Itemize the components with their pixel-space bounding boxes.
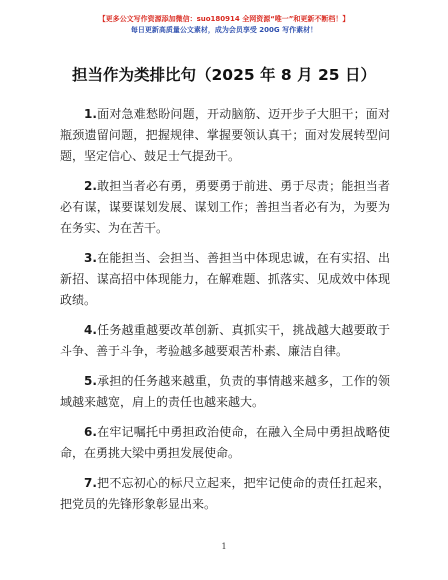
paragraph-2 bbox=[60, 176, 390, 239]
paragraph-number: 4. bbox=[84, 323, 97, 337]
paragraph-7 bbox=[60, 473, 390, 515]
paragraph-text: 面对急难愁盼问题，开动脑筋、迈开步子大胆干；面对瓶颈遗留问题，把握规律、掌握要领认真干；面对发展转型问题，坚定信心、鼓足士气提劲干。 bbox=[60, 107, 390, 163]
paragraph-number: 2. bbox=[84, 179, 97, 193]
document-title: 担当作为类排比句（2025 年 8 月 25 日） bbox=[72, 66, 376, 84]
paragraph-number: 6. bbox=[84, 425, 97, 439]
paragraph-text: 承担的任务越来越重，负责的事情越来越多，工作的领域越来越宽，肩上的责任也越来越大。 bbox=[60, 374, 390, 409]
paragraph-6 bbox=[60, 422, 390, 464]
paragraph-4 bbox=[60, 320, 390, 362]
paragraph-number: 7. bbox=[84, 476, 97, 490]
document-body bbox=[60, 104, 390, 524]
paragraph-text: 敢担当者必有勇，勇要勇于前进、勇于尽责；能担当者必有谋，谋要谋划发展、谋划工作；善担当者必有为，为要为在务实、为在苦干。 bbox=[60, 179, 390, 235]
page-number: 1 bbox=[221, 542, 227, 551]
paragraph-1 bbox=[60, 104, 390, 167]
paragraph-3 bbox=[60, 248, 390, 311]
paragraph-number: 3. bbox=[84, 251, 97, 265]
paragraph-5 bbox=[60, 371, 390, 413]
paragraph-text: 在能担当、会担当、善担当中体现忠诚，在有实招、出新招、谋高招中体现能力，在解难题、抓落实、见成效中体现政绩。 bbox=[60, 251, 390, 307]
promo-header bbox=[0, 14, 448, 36]
promo-line-wechat: 【更多公文写作资源添加微信：suo180914 全网资源“唯一”和更新不断档！】 bbox=[98, 15, 350, 23]
paragraph-number: 5. bbox=[84, 374, 97, 388]
paragraph-text: 在牢记嘱托中勇担政治使命，在融入全局中勇担战略使命，在勇挑大梁中勇担发展使命。 bbox=[60, 425, 390, 460]
paragraph-number: 1. bbox=[84, 107, 97, 121]
paragraph-text: 把不忘初心的标尺立起来，把牢记使命的责任扛起来，把党员的先锋形象彰显出来。 bbox=[60, 476, 390, 511]
promo-line-membership: 每日更新高质量公文素材，成为会员享受 200G 写作素材！ bbox=[130, 26, 318, 34]
paragraph-text: 任务越重越要改革创新、真抓实干，挑战越大越要敢于斗争、善于斗争，考验越多越要艰苦朴素、廉洁自律。 bbox=[60, 323, 390, 358]
